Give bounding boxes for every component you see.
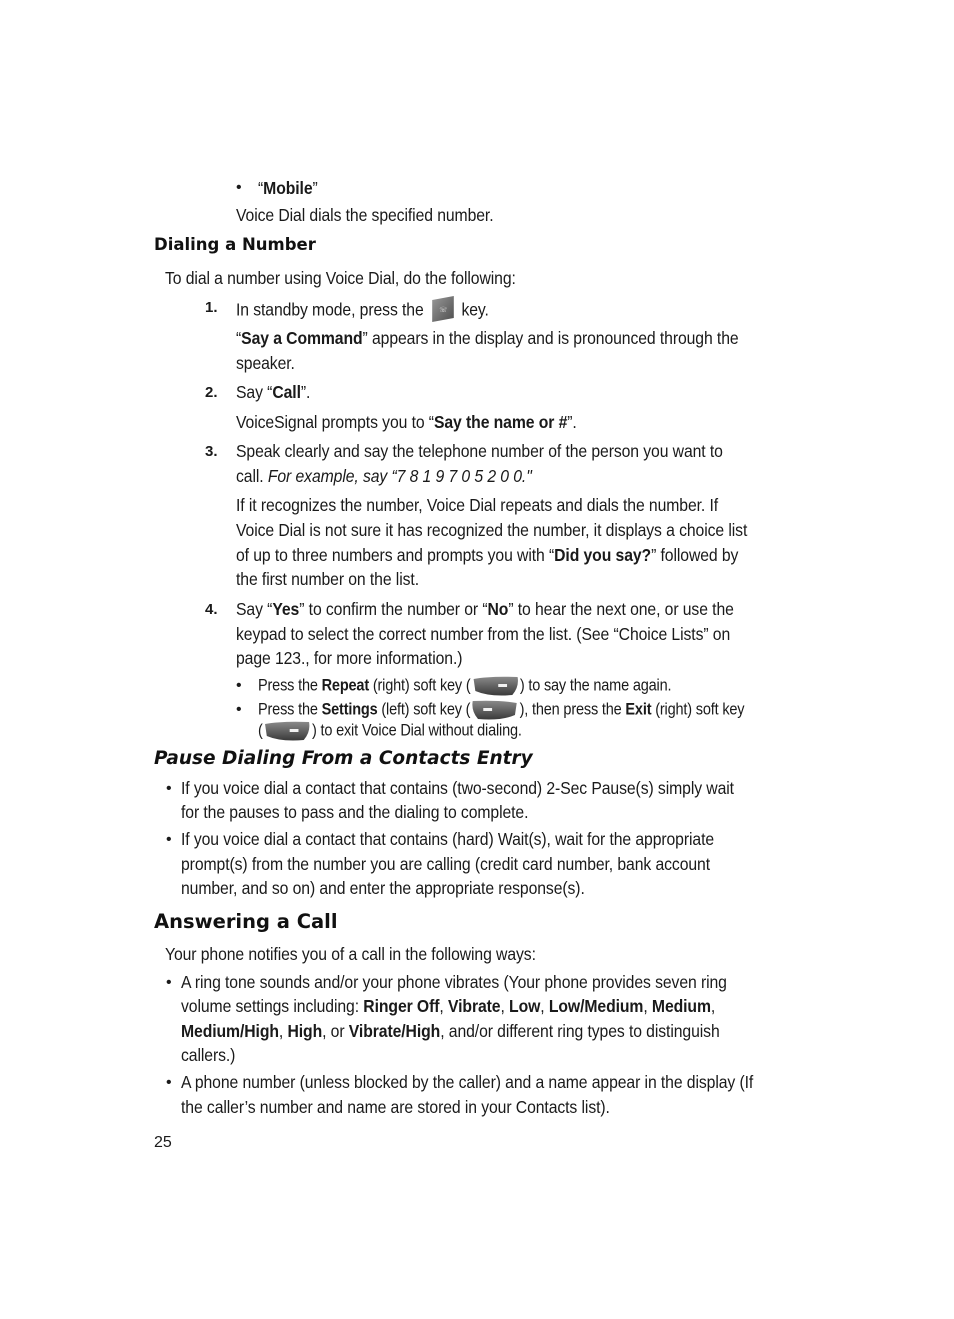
- pause-bullet2-line1: If you voice dial a contact that contains (hard) Wait(s), wait for the appropriate: [181, 829, 715, 849]
- step3-para-line2: Voice Dial is not sure it has recognized the number, it displays a choice list: [236, 520, 748, 540]
- right-soft-key-icon: [264, 720, 312, 742]
- sub-bullet-dot: •: [236, 677, 242, 694]
- step2-note: VoiceSignal prompts you to “Say the name or #”.: [236, 412, 577, 432]
- answer-bullet2-line1: A phone number (unless blocked by the caller) and a name appear in the display (If: [181, 1072, 754, 1092]
- top-bullet-text: “Mobile”: [258, 178, 318, 198]
- step3-para-line3: of up to three numbers and prompts you with “Did you say?” followed by: [236, 545, 739, 565]
- svg-text:☏: ☏: [438, 305, 447, 315]
- step1-text: In standby mode, press the ☏ key.: [236, 296, 489, 326]
- answer-bullet1-line3: Medium/High, High, or Vibrate/High, and/or different ring types to distinguish: [181, 1021, 720, 1041]
- bullet-dot: •: [166, 831, 172, 848]
- step3-line1: Speak clearly and say the telephone number of the person you want to: [236, 441, 723, 461]
- step3-para-line1: If it recognizes the number, Voice Dial repeats and dials the number. If: [236, 495, 719, 515]
- step-number-1: 1.: [205, 299, 218, 316]
- answer-bullet2-line2: the caller’s number and name are stored in your Contacts list).: [181, 1097, 610, 1117]
- left-soft-key-icon: [471, 699, 519, 721]
- bullet-dot: •: [166, 1074, 172, 1091]
- section-heading-answering: Answering a Call: [154, 910, 338, 933]
- section-heading-dialing: Dialing a Number: [154, 235, 316, 254]
- top-line: Voice Dial dials the specified number.: [236, 205, 494, 225]
- dialing-intro: To dial a number using Voice Dial, do the following:: [165, 268, 516, 288]
- pause-bullet2-line3: number, and so on) and enter the appropriate response(s).: [181, 878, 585, 898]
- step4-sub2-line2: ( ) to exit Voice Dial without dialing.: [258, 720, 522, 742]
- bullet-dot: •: [236, 179, 242, 196]
- step-number-3: 3.: [205, 443, 218, 460]
- step4-sub1: Press the Repeat (right) soft key ( ) to say the name again.: [258, 675, 671, 697]
- pause-bullet1-line2: for the pauses to pass and the dialing to complete.: [181, 802, 529, 822]
- answer-bullet1-line4: callers.): [181, 1045, 236, 1065]
- page-number: 25: [154, 1134, 172, 1151]
- step3-line2: call. For example, say “7 8 1 9 7 0 5 2 0 0.": [236, 466, 532, 486]
- step2-text: Say “Call”.: [236, 382, 311, 402]
- section-heading-pause: Pause Dialing From a Contacts Entry: [154, 748, 533, 769]
- step4-line2: keypad to select the correct number from the list. (See “Choice Lists” on: [236, 624, 731, 644]
- bullet-dot: •: [166, 974, 172, 991]
- answering-intro: Your phone notifies you of a call in the following ways:: [165, 944, 536, 964]
- bullet-dot: •: [166, 780, 172, 797]
- step-number-4: 4.: [205, 601, 218, 618]
- answer-bullet1-line1: A ring tone sounds and/or your phone vibrates (Your phone provides seven ring: [181, 972, 727, 992]
- right-soft-key-icon: [471, 675, 519, 697]
- step4-sub2: Press the Settings (left) soft key ( ), then press the Exit (right) soft key: [258, 699, 744, 721]
- pause-bullet1-line1: If you voice dial a contact that contains (two-second) 2-Sec Pause(s) simply wait: [181, 778, 734, 798]
- step1-note-line2: speaker.: [236, 353, 295, 373]
- sub-bullet-dot: •: [236, 701, 242, 718]
- talk-key-icon: [429, 294, 456, 324]
- step3-para-line4: the first number on the list.: [236, 569, 419, 589]
- step4-line3: page 123., for more information.): [236, 648, 463, 668]
- step4-line1: Say “Yes” to confirm the number or “No” to hear the next one, or use the: [236, 599, 734, 619]
- pause-bullet2-line2: prompt(s) from the number you are calling (credit card number, bank account: [181, 854, 711, 874]
- step-number-2: 2.: [205, 384, 218, 401]
- step1-note-line1: “Say a Command” appears in the display and is pronounced through the: [236, 328, 739, 348]
- answer-bullet1-line2: volume settings including: Ringer Off, Vibrate, Low, Low/Medium, Medium,: [181, 996, 716, 1016]
